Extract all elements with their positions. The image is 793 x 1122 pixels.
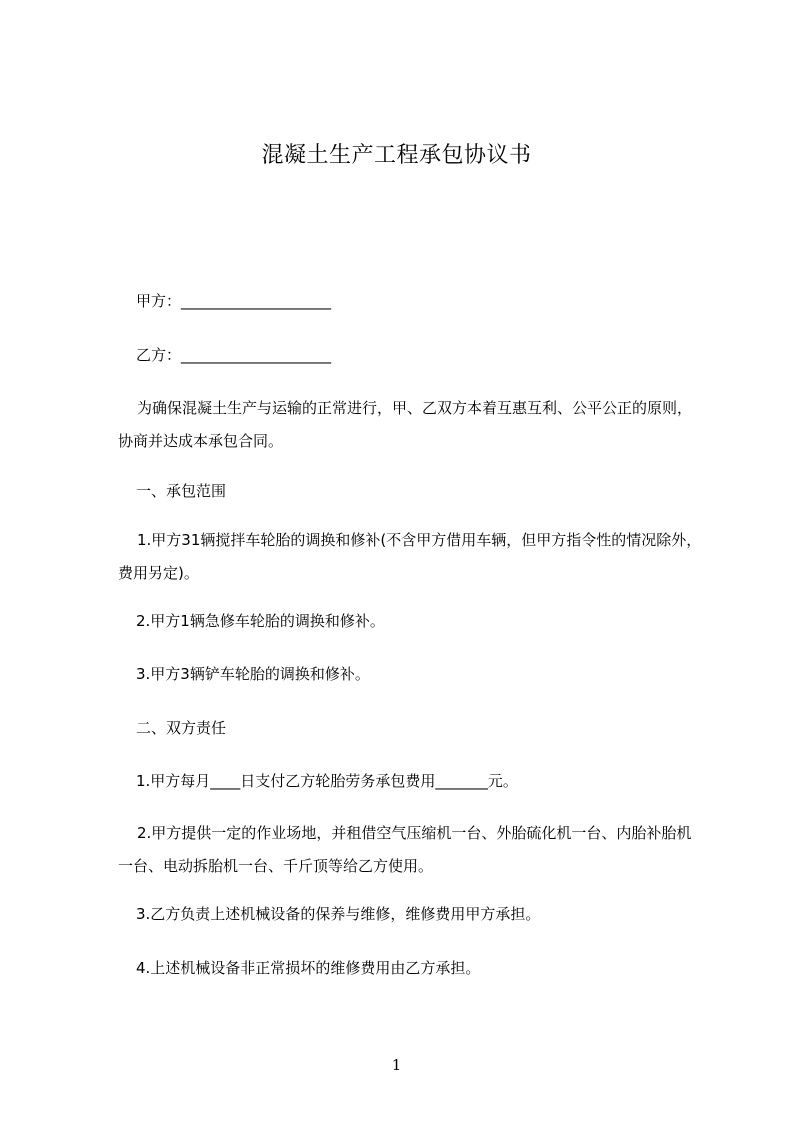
section-2-item-1: 1.甲方每月____日支付乙方轮胎劳务承包费用_______元。 (136, 772, 518, 790)
section-1-item-2: 2.甲方1辆急修车轮胎的调换和修补。 (136, 612, 385, 630)
section-1-heading: 一、承包范围 (136, 482, 227, 500)
intro-paragraph: 为确保混凝土生产与运输的正常进行，甲、乙双方本着互惠互利、公平公正的原则，协商并达成本承包合同。 (118, 399, 693, 450)
party-b-line: 乙方：____________________ (136, 346, 332, 364)
party-a-line: 甲方：____________________ (136, 292, 332, 310)
section-1-item-3: 3.甲方3辆铲车轮胎的调换和修补。 (136, 665, 370, 683)
document-title: 混凝土生产工程承包协议书 (261, 143, 532, 168)
section-2-item-4: 4.上述机械设备非正常损坏的维修费用由乙方承担。 (136, 959, 481, 977)
section-1-item-1: 1.甲方31辆搅拌车轮胎的调换和修补(不含甲方借用车辆，但甲方指令性的情况除外，费用另定)。 (118, 531, 702, 582)
section-2-item-2: 2.甲方提供一定的作业场地，并租借空气压缩机一台、外胎硫化机一台、内胎补胎机一台、电动拆胎机一台、千斤顶等给乙方使用。 (118, 824, 692, 875)
section-2-heading: 二、双方责任 (136, 719, 227, 737)
page-number: 1 (391, 1056, 402, 1074)
section-2-item-3: 3.乙方负责上述机械设备的保养与维修，维修费用甲方承担。 (136, 905, 541, 923)
